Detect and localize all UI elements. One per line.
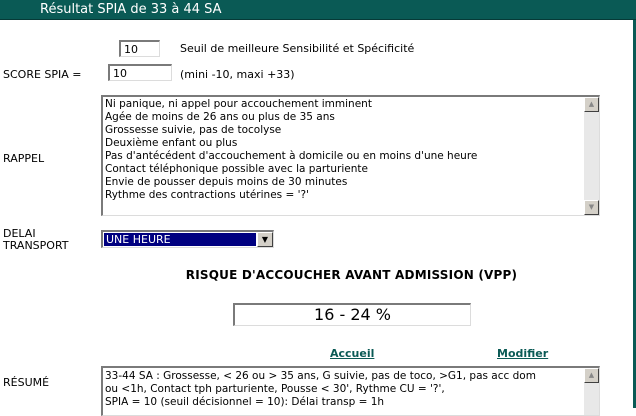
rappel-line: Contact téléphonique possible avec la parturiente xyxy=(105,163,368,175)
dropdown-arrow-icon[interactable]: ▼ xyxy=(257,232,273,247)
rappel-line: Ni panique, ni appel pour accouchement imminent xyxy=(105,98,372,110)
window-title-bar xyxy=(0,0,636,20)
window-title: Résultat SPIA de 33 à 44 SA xyxy=(40,2,222,17)
risque-value-box: 16 - 24 % xyxy=(233,303,471,326)
scroll-up-arrow-icon[interactable]: ▲ xyxy=(584,368,599,383)
accueil-link[interactable]: Accueil xyxy=(330,347,375,360)
rappel-label: RAPPEL xyxy=(3,152,45,165)
delai-label-line1: DELAI xyxy=(3,227,36,240)
delai-selected-value: UNE HEURE xyxy=(104,233,256,246)
seuil-input[interactable] xyxy=(119,40,160,57)
rappel-line: Pas d'antécédent d'accouchement à domicile ou en moins d'une heure xyxy=(105,150,478,162)
scroll-up-arrow-icon[interactable]: ▲ xyxy=(584,97,599,112)
resume-line: SPIA = 10 (seuil décisionnel = 10): Délai transp = 1h xyxy=(105,396,385,408)
resume-line: 33-44 SA : Grossesse, < 26 ou > 35 ans, G suivie, pas de toco, >G1, pas acc dom xyxy=(105,370,536,382)
scroll-down-arrow-icon[interactable]: ▼ xyxy=(584,200,599,215)
rappel-scrollbar[interactable] xyxy=(584,97,599,215)
rappel-textarea[interactable] xyxy=(101,95,600,216)
seuil-label: Seuil de meilleure Sensibilité et Spécificité xyxy=(180,42,415,55)
rappel-line: Rythme des contractions utérines = '?' xyxy=(105,189,309,201)
resume-label: RÉSUMÉ xyxy=(3,376,50,389)
score-label: SCORE SPIA = xyxy=(3,68,82,81)
resume-line: ou <1h, Contact tph parturiente, Pousse < 30', Rythme CU = '?', xyxy=(105,383,445,395)
score-input[interactable] xyxy=(108,64,172,81)
delai-label-line2: TRANSPORT xyxy=(3,239,69,252)
rappel-line: Grossesse suivie, pas de tocolyse xyxy=(105,124,282,136)
delai-label xyxy=(3,228,69,252)
rappel-line: Agée de moins de 26 ans ou plus de 35 ans xyxy=(105,111,335,123)
modifier-link[interactable]: Modifier xyxy=(497,347,549,360)
risque-heading: RISQUE D'ACCOUCHER AVANT ADMISSION (VPP) xyxy=(185,268,518,282)
rappel-line: Deuxième enfant ou plus xyxy=(105,137,238,149)
rappel-line: Envie de pousser depuis moins de 30 minutes xyxy=(105,176,348,188)
delai-transport-select[interactable] xyxy=(101,230,274,248)
resume-textarea[interactable] xyxy=(101,366,600,416)
score-hint: (mini -10, maxi +33) xyxy=(180,68,295,81)
